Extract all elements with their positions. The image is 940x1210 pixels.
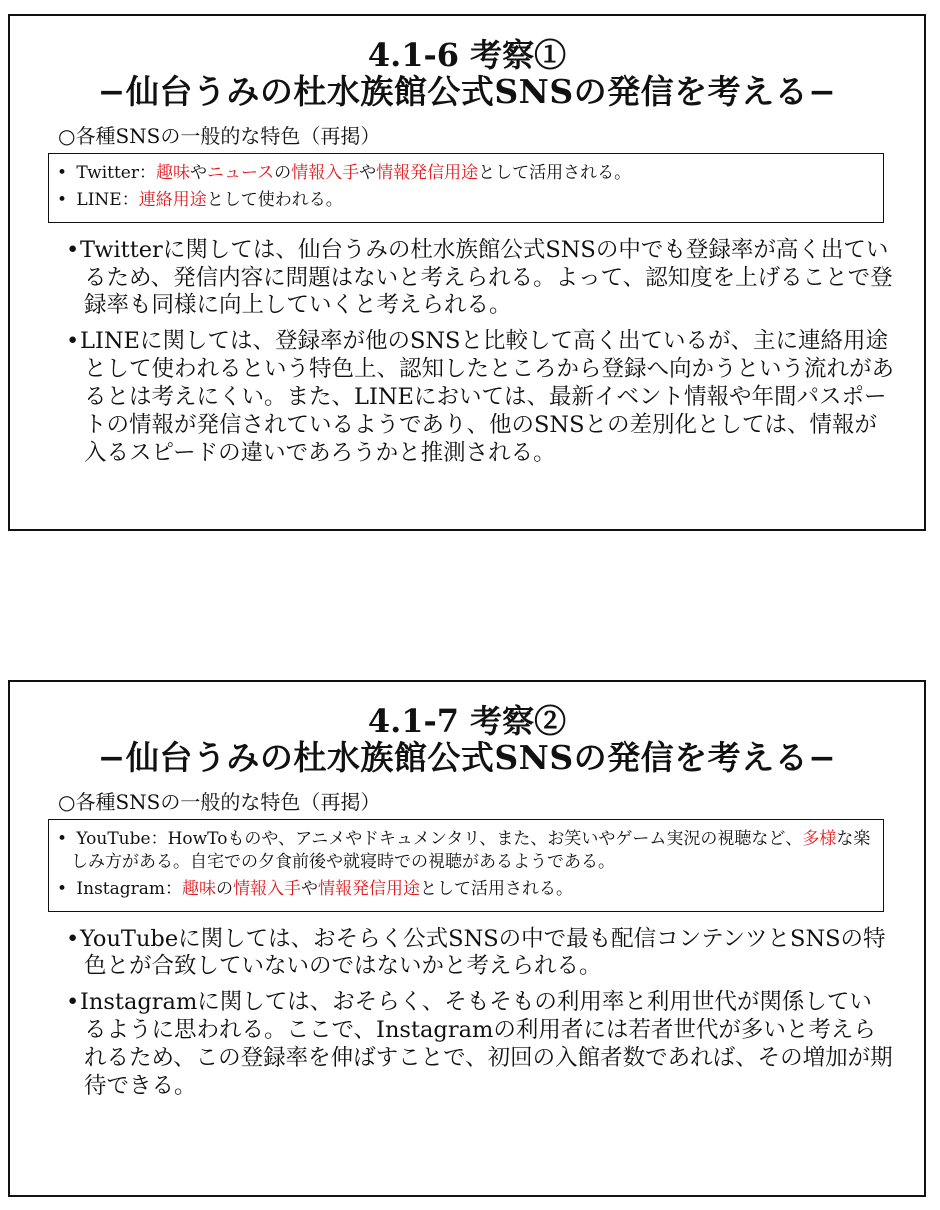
highlight-segment: 趣味: [182, 878, 217, 899]
text-segment: Twitter：: [76, 162, 156, 183]
text-segment: LINE：: [76, 189, 139, 210]
highlight-segment: 連絡用途: [138, 189, 207, 210]
sns-feature-box: [48, 153, 884, 223]
text-segment: として活用される。: [420, 878, 574, 899]
text-segment: な楽しみ方がある。自宅での夕食前後や就寝時での視聴があるようである。: [71, 828, 871, 872]
highlight-segment: 情報入手: [233, 878, 302, 899]
discussion-list: [66, 237, 894, 468]
highlight-segment: 情報入手: [291, 162, 360, 183]
highlight-segment: ニュース: [206, 162, 275, 183]
section-heading: ○各種SNSの一般的な特色（再掲）: [58, 789, 381, 814]
slide-4-1-7: [8, 680, 926, 1197]
highlight-segment: 情報発信用途: [376, 162, 479, 183]
text-segment: として使われる。: [206, 189, 343, 210]
discussion-item-twitter: • Twitterに関しては、仙台うみの杜水族館公式SNSの中でも登録率が高く出ているため、発信内容に問題はないと考えられる。よって、認知度を上げることで登録率も同様に向上していくと考えられる。: [66, 237, 894, 321]
box-item-instagram: [57, 878, 875, 901]
highlight-segment: 情報発信用途: [318, 878, 421, 899]
slide-title-number: 4.1-6 考察①: [367, 36, 567, 74]
text-segment: の: [216, 878, 234, 899]
discussion-item-youtube: • YouTubeに関しては、おそらく公式SNSの中で最も配信コンテンツとSNSの特色とが合致していないのではないかと考えられる。: [66, 926, 894, 982]
box-item-twitter: [57, 162, 875, 185]
text-segment: や: [359, 162, 377, 183]
box-item-line: [57, 189, 875, 212]
discussion-list: [66, 926, 894, 1101]
text-segment: や: [301, 878, 319, 899]
slide-title-subtitle: −仙台うみの杜水族館公式SNSの発信を考える−: [97, 737, 837, 777]
slide-title: [10, 704, 924, 777]
highlight-segment: 趣味: [155, 162, 190, 183]
slide-title: [10, 38, 924, 111]
sns-feature-box: [48, 819, 884, 912]
slide-title-subtitle: −仙台うみの杜水族館公式SNSの発信を考える−: [97, 71, 837, 111]
section-heading: ○各種SNSの一般的な特色（再掲）: [58, 123, 381, 148]
discussion-item-line: • LINEに関しては、登録率が他のSNSと比較して高く出ているが、主に連絡用途として使われるという特色上、認知したところから登録へ向かうという流れがあるとは考えにくい。また、LINEにおいては、最新イベント情報や年間パスポートの情報が発信されているようであり、他のSNSとの差別化としては、情報が入るスピードの違いであろうかと推測される。: [66, 328, 894, 467]
text-segment: YouTube：HowToものや、アニメやドキュメンタリ、また、お笑いやゲーム実況の視聴など、: [76, 828, 803, 849]
slide-4-1-6: [8, 14, 926, 531]
highlight-segment: 多様: [802, 828, 837, 849]
text-segment: として活用される。: [478, 162, 632, 183]
discussion-item-instagram: • Instagramに関しては、おそらく、そもそもの利用率と利用世代が関係しているように思われる。ここで、Instagramの利用者には若者世代が多いと考えられるため、この登録率を伸ばすことで、初回の入館者数であれば、その増加が期待できる。: [66, 989, 894, 1101]
text-segment: Instagram：: [76, 878, 183, 899]
box-item-youtube: [57, 828, 875, 874]
slide-title-number: 4.1-7 考察②: [367, 702, 567, 740]
text-segment: や: [189, 162, 207, 183]
text-segment: の: [274, 162, 292, 183]
